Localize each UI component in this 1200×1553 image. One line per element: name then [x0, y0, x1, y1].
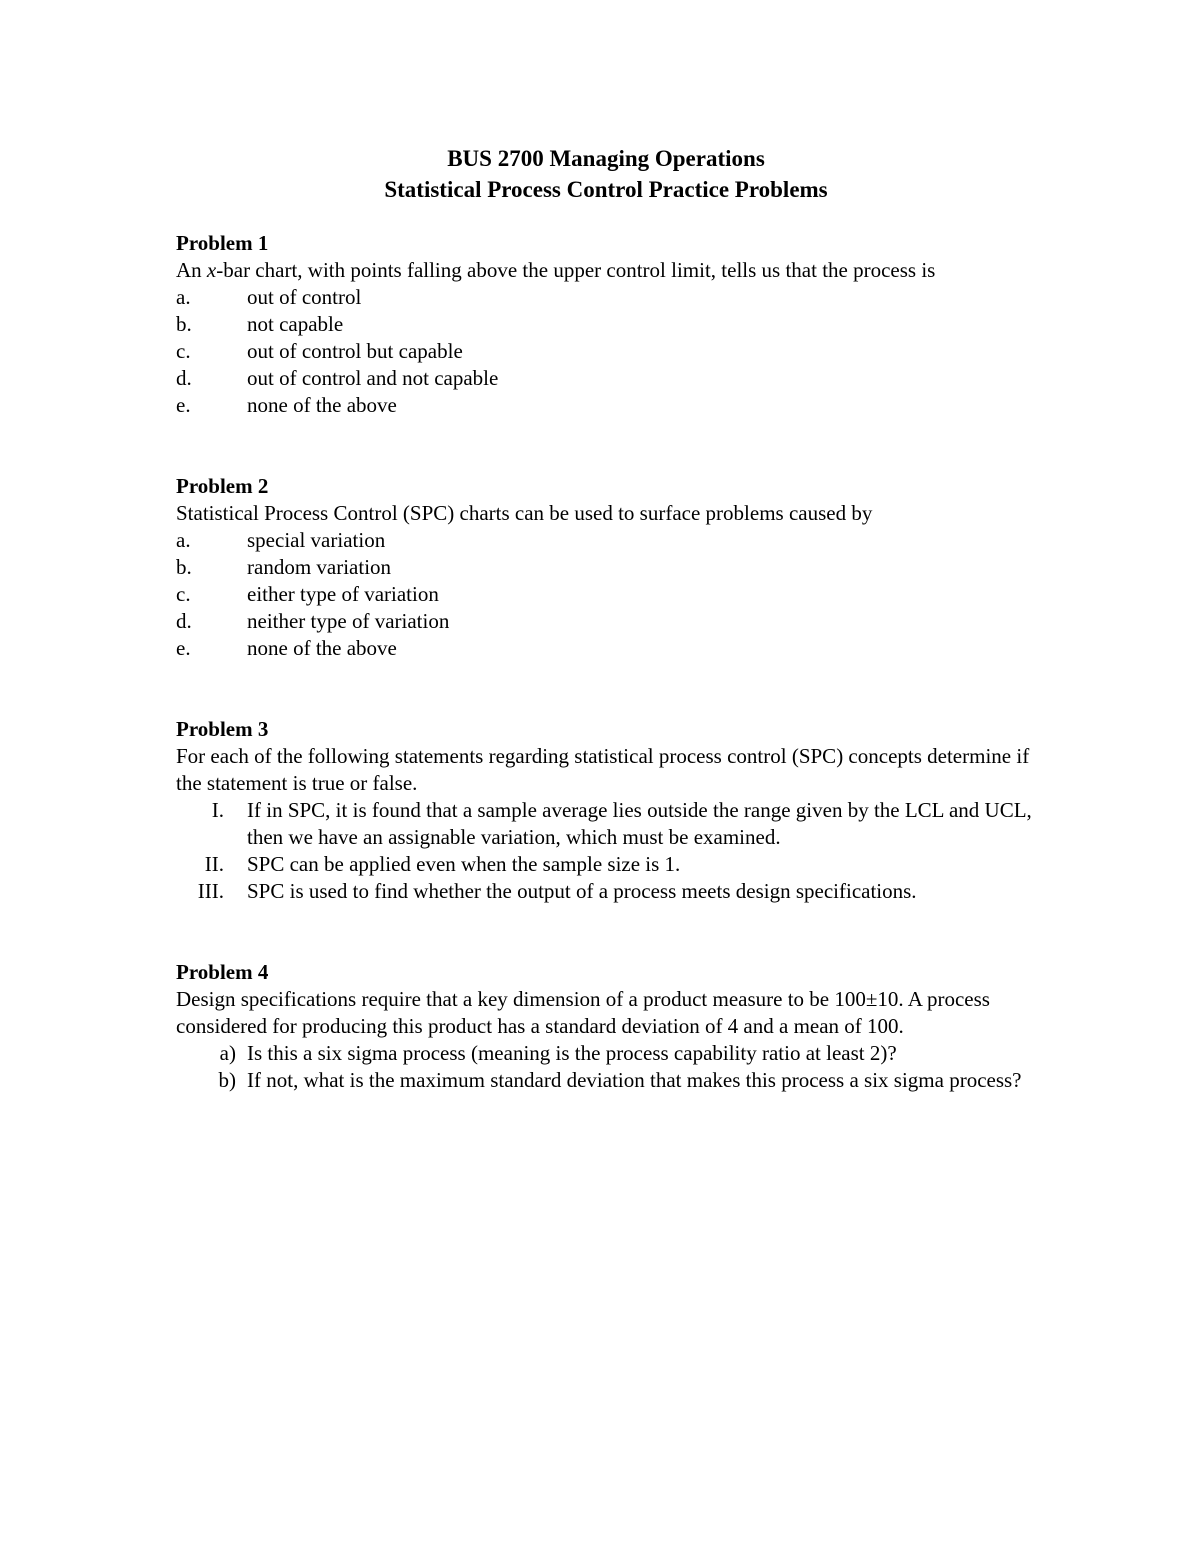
problem-1-stem-var: x: [206, 258, 217, 282]
option-letter: b.: [176, 555, 192, 579]
problem-1-stem-post: -bar chart, with points falling above the upper control limit, tells us that the process is: [216, 258, 936, 282]
problem-3-statement-1: [176, 797, 1036, 851]
option-text: neither type of variation: [247, 609, 450, 633]
problem-1-options: [176, 284, 1036, 419]
problem-2-option-a: [176, 527, 1036, 554]
problem-1-stem: [176, 257, 1036, 284]
statement-number: III.: [197, 879, 224, 903]
problem-2-option-c: [176, 581, 1036, 608]
document-page: [176, 143, 1036, 1094]
option-text: none of the above: [247, 636, 397, 660]
statement-text: SPC is used to find whether the output of a process meets design specifications.: [247, 879, 917, 903]
problem-1-option-b: [176, 311, 1036, 338]
statement-text: SPC can be applied even when the sample size is 1.: [247, 852, 681, 876]
option-letter: a.: [176, 528, 191, 552]
document-subtitle: Statistical Process Control Practice Problems: [384, 177, 828, 202]
option-letter: d.: [176, 609, 192, 633]
problem-1-option-d: [176, 365, 1036, 392]
statement-text: If in SPC, it is found that a sample average lies outside the range given by the LCL and UCL, then we have an assignable variation, which must be examined.: [247, 798, 1032, 849]
problem-4-question-a: [176, 1040, 1036, 1067]
problem-4-stem: Design specifications require that a key dimension of a product measure to be 100±10. A process considered for producing this product has a standard deviation of 4 and a mean of 100.: [176, 987, 990, 1038]
problem-2-options: [176, 527, 1036, 662]
problem-3-statement-3: [176, 878, 1036, 905]
option-letter: b.: [176, 312, 192, 336]
course-title: BUS 2700 Managing Operations: [447, 146, 765, 171]
problem-4-heading: Problem 4: [176, 960, 269, 984]
option-text: random variation: [247, 555, 392, 579]
spacer: [176, 662, 1036, 716]
problem-1-option-e: [176, 392, 1036, 419]
option-text: out of control and not capable: [247, 366, 499, 390]
problem-2-option-e: [176, 635, 1036, 662]
problem-4-question-b: [176, 1067, 1036, 1094]
problem-3-stem: For each of the following statements regarding statistical process control (SPC) concepts determine if the statement is true or false.: [176, 744, 1030, 795]
spacer: [176, 905, 1036, 959]
problem-2-stem: Statistical Process Control (SPC) charts can be used to surface problems caused by: [176, 501, 873, 525]
problem-1-option-c: [176, 338, 1036, 365]
option-text: special variation: [247, 528, 386, 552]
problem-2-heading: Problem 2: [176, 474, 269, 498]
problem-1-option-a: [176, 284, 1036, 311]
statement-number: I.: [211, 798, 224, 822]
problem-2-option-b: [176, 554, 1036, 581]
problem-2: [176, 473, 1036, 662]
option-text: out of control but capable: [247, 339, 463, 363]
document-header: [176, 143, 1036, 205]
option-text: out of control: [247, 285, 362, 309]
option-letter: e.: [176, 393, 191, 417]
problem-4: [176, 959, 1036, 1094]
problem-1-heading: Problem 1: [176, 231, 269, 255]
problem-3-statement-2: [176, 851, 1036, 878]
problem-3-statements: [176, 797, 1036, 905]
option-letter: a.: [176, 285, 191, 309]
problem-1-stem-pre: An: [176, 258, 207, 282]
option-letter: c.: [176, 582, 191, 606]
problem-4-questions: [176, 1040, 1036, 1094]
problem-2-option-d: [176, 608, 1036, 635]
question-letter: b): [218, 1068, 236, 1092]
option-text: not capable: [247, 312, 344, 336]
statement-number: II.: [204, 852, 224, 876]
problem-1: [176, 230, 1036, 419]
question-text: Is this a six sigma process (meaning is the process capability ratio at least 2)?: [247, 1041, 897, 1065]
problem-3-heading: Problem 3: [176, 717, 269, 741]
option-letter: e.: [176, 636, 191, 660]
question-letter: a): [219, 1041, 236, 1065]
option-text: either type of variation: [247, 582, 439, 606]
spacer: [176, 419, 1036, 473]
option-letter: d.: [176, 366, 192, 390]
question-text: If not, what is the maximum standard deviation that makes this process a six sigma process?: [247, 1068, 1022, 1092]
option-letter: c.: [176, 339, 191, 363]
option-text: none of the above: [247, 393, 397, 417]
problem-3: [176, 716, 1036, 905]
